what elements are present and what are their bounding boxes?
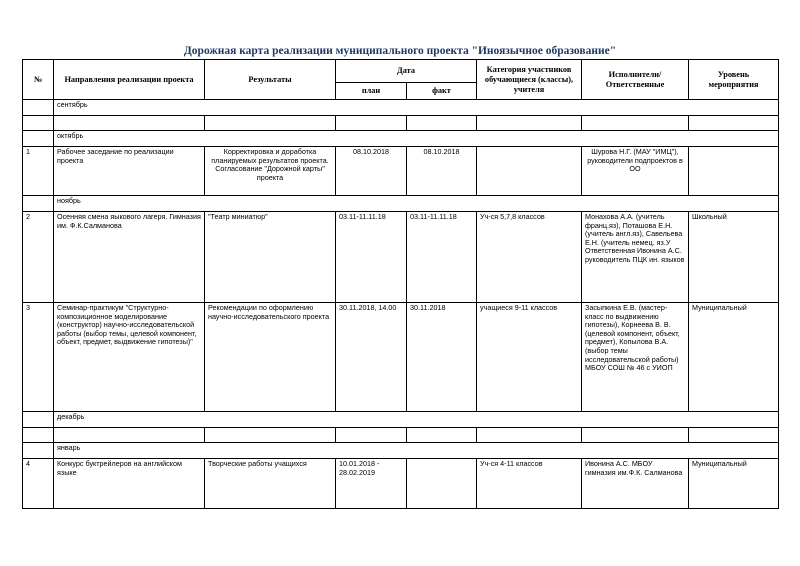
empty-cell-executors (582, 428, 689, 443)
row-fact-date: 08.10.2018 (407, 147, 477, 196)
row-executors: Шурова Н.Г. (МАУ "ИМЦ"), руководители подпроектов в ОО (582, 147, 689, 196)
table-header-row-1 (23, 60, 779, 83)
month-row-num-cell (23, 100, 54, 116)
empty-cell-direction (54, 428, 205, 443)
month-row-november (23, 196, 779, 212)
empty-cell-results (205, 428, 336, 443)
col-header-date-fact: факт (407, 83, 477, 100)
row-category: Уч-ся 5,7,8 классов (477, 212, 582, 303)
empty-cell-fact (407, 116, 477, 131)
row-fact-date: 30.11.2018 (407, 303, 477, 412)
col-header-category: Категория участников обучающиеся (классы), учителя (477, 60, 582, 100)
row-plan-date: 08.10.2018 (336, 147, 407, 196)
col-header-executors: Исполнители/ Ответственные (582, 60, 689, 100)
empty-cell-results (205, 116, 336, 131)
month-label-september: сентябрь (54, 100, 779, 116)
row-plan-date: 30.11.2018, 14.00 (336, 303, 407, 412)
row-direction: Осенняя смена яыкового лагеря. Гимназия им. Ф.К.Салманова (54, 212, 205, 303)
table-row (23, 459, 779, 509)
month-label-november: ноябрь (54, 196, 779, 212)
col-header-date-plan: план (336, 83, 407, 100)
row-level: Муниципальный (689, 459, 779, 509)
row-plan-date: 03.11-11.11.18 (336, 212, 407, 303)
empty-row-december (23, 428, 779, 443)
row-results: "Театр миниатюр" (205, 212, 336, 303)
month-row-december (23, 412, 779, 428)
month-row-num-cell (23, 412, 54, 428)
row-level: Школьный (689, 212, 779, 303)
row-fact-date: 03.11-11.11.18 (407, 212, 477, 303)
row-executors: Монахова А.А. (учитель франц.яз), Поташова Е.Н. (учитель англ.яз), Савельева Е.Н. (учитель немец. яз.У Ответственная Ивонина А.С. руководитель ПЦК ин. языков (582, 212, 689, 303)
row-executors: Засыпкина Е.В. (мастер-класс по выдвижению гипотезы), Корнеева В. В. (целевой компонент, объект, предмет), Копылова В.А. (выбор темы исследовательской работы) МБОУ СОШ № 46 с УИОП (582, 303, 689, 412)
page-title: Дорожная карта реализации муниципального проекта "Иноязычное образование" (183, 45, 617, 57)
month-label-december: декабрь (54, 412, 779, 428)
empty-cell-num (23, 428, 54, 443)
row-plan-date: 10.01.2018 - 28.02.2019 (336, 459, 407, 509)
col-header-level: Уровень мероприятия (689, 60, 779, 100)
col-header-direction: Направления реализации проекта (54, 60, 205, 100)
month-row-num-cell (23, 196, 54, 212)
empty-cell-category (477, 116, 582, 131)
empty-cell-level (689, 116, 779, 131)
row-fact-date (407, 459, 477, 509)
roadmap-table (22, 59, 779, 509)
row-executors: Ивонина А.С. МБОУ гимназия им.Ф.К. Салманова (582, 459, 689, 509)
table-row (23, 147, 779, 196)
row-direction: Семинар-практикум "Структурно-композиционное моделирование (конструктор) научно-исследовательской работы (выбор темы, целевой компонент, объект, предмет, выдвижение гипотезы)" (54, 303, 205, 412)
row-number: 2 (23, 212, 54, 303)
row-level: Муниципальный (689, 303, 779, 412)
row-results: Корректировка и доработка планируемых результатов проекта. Согласование "Дорожной карты" проекта (205, 147, 336, 196)
row-level (689, 147, 779, 196)
col-header-num: № (23, 60, 54, 100)
empty-cell-plan (336, 428, 407, 443)
row-results: Рекомендации по оформлению научно-исследовательского проекта (205, 303, 336, 412)
col-header-date: Дата (336, 60, 477, 83)
row-results: Творческие работы учащихся (205, 459, 336, 509)
row-number: 1 (23, 147, 54, 196)
month-row-september (23, 100, 779, 116)
row-category: Уч-ся 4-11 классов (477, 459, 582, 509)
month-row-num-cell (23, 443, 54, 459)
empty-cell-num (23, 116, 54, 131)
col-header-results: Результаты (205, 60, 336, 100)
row-category: учащиеся 9-11 классов (477, 303, 582, 412)
row-number: 3 (23, 303, 54, 412)
row-direction: Рабочее заседание по реализации проекта (54, 147, 205, 196)
month-row-january (23, 443, 779, 459)
empty-cell-category (477, 428, 582, 443)
table-row (23, 212, 779, 303)
row-category (477, 147, 582, 196)
empty-row-september (23, 116, 779, 131)
month-row-october (23, 131, 779, 147)
month-label-january: январь (54, 443, 779, 459)
empty-cell-executors (582, 116, 689, 131)
month-row-num-cell (23, 131, 54, 147)
row-direction: Конкурс буктрейлеров на английском языке (54, 459, 205, 509)
roadmap-sheet (22, 44, 778, 509)
empty-cell-plan (336, 116, 407, 131)
table-row (23, 303, 779, 412)
month-label-october: октябрь (54, 131, 779, 147)
empty-cell-level (689, 428, 779, 443)
empty-cell-fact (407, 428, 477, 443)
row-number: 4 (23, 459, 54, 509)
empty-cell-direction (54, 116, 205, 131)
